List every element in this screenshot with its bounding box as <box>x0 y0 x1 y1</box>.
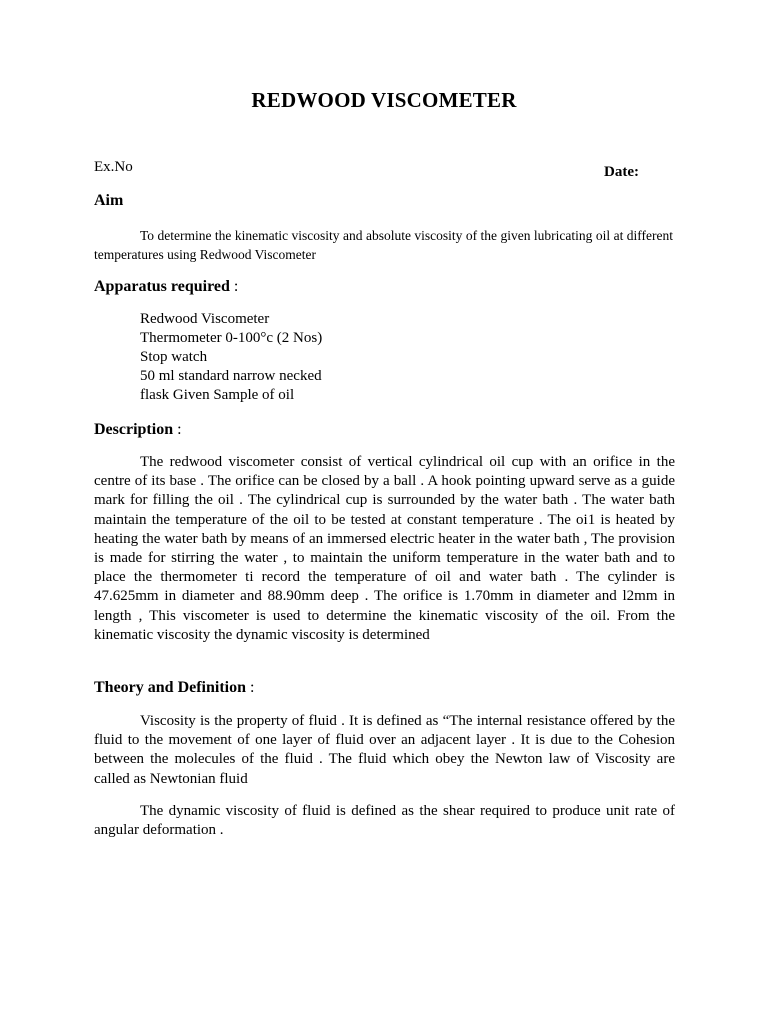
description-heading-suffix: : <box>173 421 182 438</box>
apparatus-item: 50 ml standard narrow necked <box>140 368 322 384</box>
theory-text-1: Viscosity is the property of fluid . It is defined as “The internal resistance offered by the fluid to the movement of one layer of fluid over an adjacent layer . It is due to the Cohesion between the molecules of the fluid . The fluid which obey the Newton law of Viscosity are called as Newtonian fluid <box>94 713 675 787</box>
theory-heading-suffix: : <box>246 679 255 696</box>
date-label: Date: <box>604 164 639 180</box>
apparatus-item: Stop watch <box>140 349 208 365</box>
aim-text: To determine the kinematic viscosity and absolute viscosity of the given lubricating oil at different temperatures using Redwood Viscometer <box>94 228 673 262</box>
apparatus-item: flask Given Sample of oil <box>140 387 295 403</box>
theory-heading-text: Theory and Definition <box>94 679 247 696</box>
ex-no-label: Ex.No <box>94 159 133 175</box>
apparatus-heading <box>94 278 238 296</box>
apparatus-heading-suffix: : <box>229 278 239 295</box>
description-text: The redwood viscometer consist of vertical cylindrical oil cup with an orifice in the centre of its base . The orifice can be closed by a ball . A hook pointing upward serve as a guide mark for filling the oil . The cylindrical cup is surrounded by the water bath . The water bath maintain the temperature of the oil to be tested at constant temperature . The oi1 is heated by heating the water bath by means of an immersed electric heater in the water bath , The provision is made for stirring the water , to maintain the uniform temperature in the water bath and to place the thermometer ti record the temperature of oil and water bath . The cylinder is 47.625mm in diameter and 88.90mm deep . The orifice is 1.70mm in diameter and l2mm in length , This viscometer is used to determine the kinematic viscosity of the oil. From the kinematic viscosity the dynamic viscosity is determined <box>94 454 675 643</box>
description-paragraph <box>94 453 675 645</box>
aim-paragraph <box>94 226 673 264</box>
apparatus-list <box>140 310 322 405</box>
description-heading-text: Description <box>94 421 174 438</box>
theory-paragraph-2 <box>94 802 675 840</box>
theory-paragraph-1 <box>94 712 675 789</box>
description-heading <box>94 421 182 439</box>
theory-heading <box>94 679 254 697</box>
apparatus-heading-text: Apparatus required <box>94 278 230 295</box>
page-title: REDWOOD VISCOMETER <box>251 88 517 112</box>
aim-heading <box>94 192 123 210</box>
theory-text-2: The dynamic viscosity of fluid is defined as the shear required to produce unit rate of angular deformation . <box>94 803 675 839</box>
apparatus-item: Thermometer 0-100°c (2 Nos) <box>140 330 323 346</box>
apparatus-item: Redwood Viscometer <box>140 311 270 327</box>
aim-heading-text: Aim <box>94 192 124 209</box>
